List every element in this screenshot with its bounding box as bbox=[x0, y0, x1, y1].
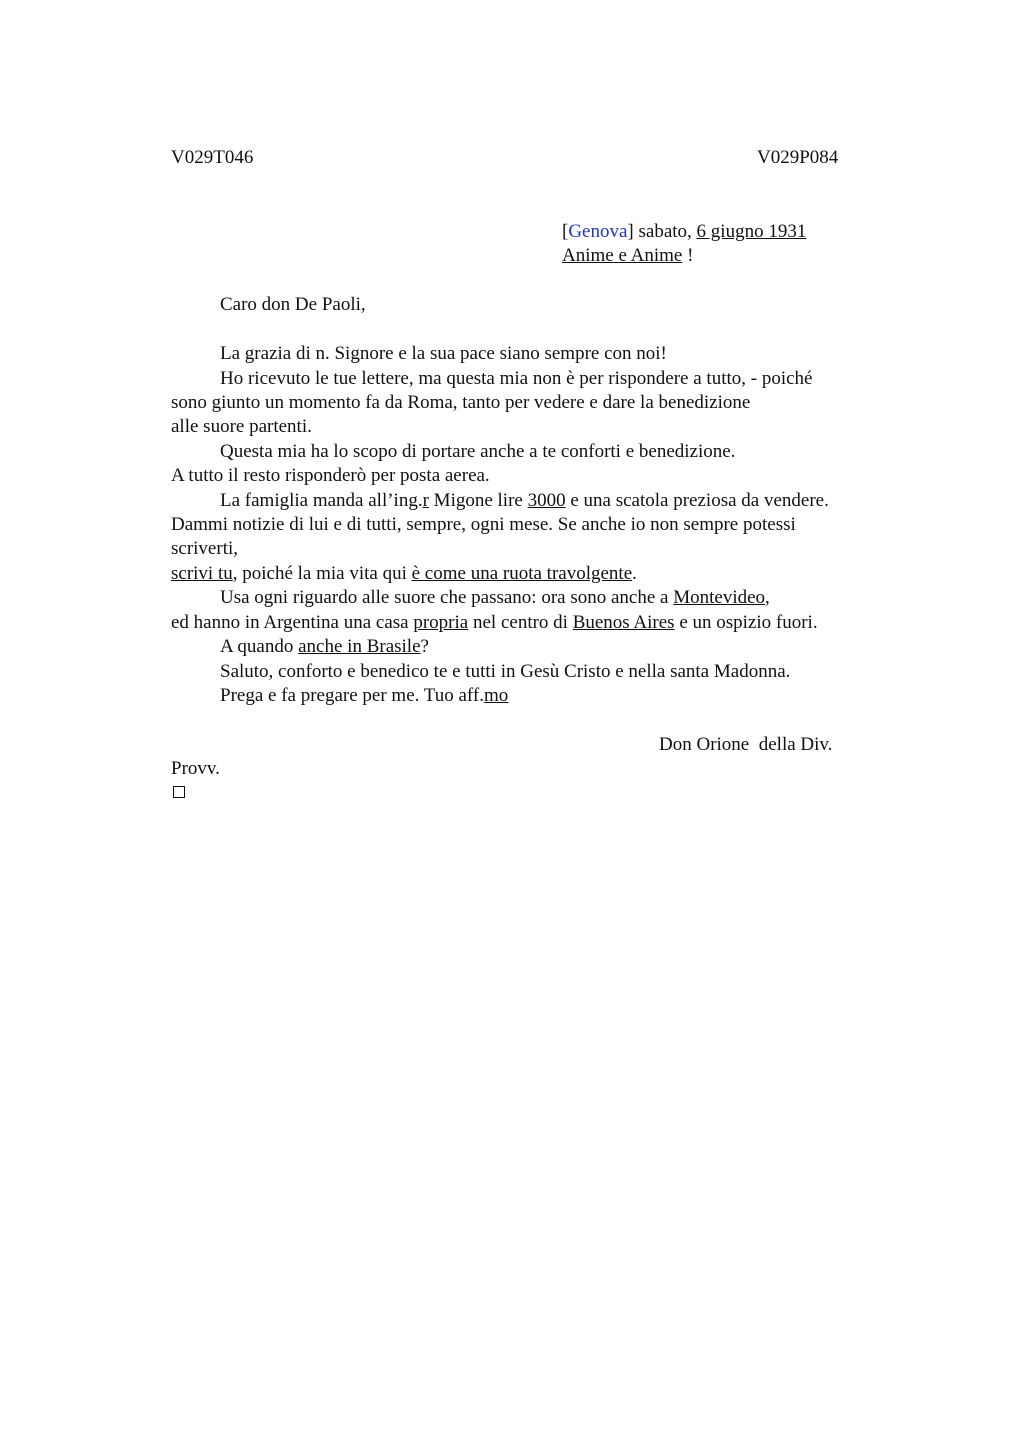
text-run: ? bbox=[420, 636, 429, 657]
underlined-phrase: propria bbox=[413, 612, 469, 633]
amount: 3000 bbox=[527, 490, 566, 511]
motto-suffix: ! bbox=[682, 245, 694, 266]
body-line: scriverti, bbox=[171, 538, 239, 559]
body-line bbox=[220, 586, 770, 610]
body-line: Questa mia ha lo scopo di portare anche a te conforti e benedizione. bbox=[220, 441, 736, 462]
body-line: Dammi notizie di lui e di tutti, sempre, ogni mese. Se anche io non sempre potessi bbox=[171, 514, 796, 535]
superscript-abbrev: mo bbox=[483, 685, 509, 706]
text-run: , bbox=[765, 587, 770, 608]
place-name: Montevideo bbox=[673, 587, 766, 608]
body-line: sono giunto un momento fa da Roma, tanto per vedere e dare la benedizione bbox=[171, 392, 751, 413]
signature: Don Orione della Div. bbox=[659, 734, 833, 755]
end-marker-box-icon bbox=[173, 786, 185, 798]
body-line: Ho ricevuto le tue lettere, ma questa mia non è per rispondere a tutto, - poiché bbox=[220, 368, 813, 389]
city-name: Genova bbox=[568, 221, 628, 242]
underlined-phrase: anche in Brasile bbox=[298, 636, 421, 657]
text-run: Prega e fa pregare per me. Tuo aff. bbox=[220, 685, 484, 706]
text-run: ed hanno in Argentina una casa bbox=[171, 612, 414, 633]
bracket-close: ] bbox=[627, 221, 634, 242]
document-code-right: V029P084 bbox=[757, 147, 839, 168]
motto-line bbox=[562, 244, 693, 268]
body-line: alle suore partenti. bbox=[171, 416, 312, 437]
text-run: Migone lire bbox=[428, 490, 528, 511]
dateline bbox=[562, 220, 806, 244]
body-line bbox=[171, 562, 637, 586]
text-run: , poiché la mia vita qui bbox=[232, 563, 412, 584]
text-run: nel centro di bbox=[468, 612, 573, 633]
salutation: Caro don De Paoli, bbox=[220, 294, 366, 315]
letter-date: 6 giugno 1931 bbox=[696, 221, 807, 242]
text-run: . bbox=[632, 563, 637, 584]
body-line bbox=[220, 684, 508, 708]
body-line bbox=[171, 611, 818, 635]
text-run: A quando bbox=[220, 636, 299, 657]
text-run: e una scatola preziosa da vendere. bbox=[565, 490, 829, 511]
motto: Anime e Anime bbox=[562, 245, 683, 266]
body-line: La grazia di n. Signore e la sua pace siano sempre con noi! bbox=[220, 343, 667, 364]
body-line bbox=[220, 489, 829, 513]
body-line bbox=[220, 635, 429, 659]
document-code-left: V029T046 bbox=[171, 147, 254, 168]
body-line: Saluto, conforto e benedico te e tutti in Gesù Cristo e nella santa Madonna. bbox=[220, 661, 791, 682]
text-run: e un ospizio fuori. bbox=[674, 612, 818, 633]
text-run: La famiglia manda all’ing. bbox=[220, 490, 423, 511]
body-line: A tutto il resto risponderò per posta aerea. bbox=[171, 465, 490, 486]
signature-continuation: Provv. bbox=[171, 758, 220, 779]
text-run: Usa ogni riguardo alle suore che passano: ora sono anche a bbox=[220, 587, 674, 608]
underlined-phrase: scrivi tu bbox=[171, 563, 233, 584]
bracket-open: [ bbox=[562, 221, 569, 242]
superscript-abbrev: r bbox=[422, 490, 429, 511]
weekday: sabato, bbox=[633, 221, 697, 242]
underlined-phrase: è come una ruota travolgente bbox=[411, 563, 633, 584]
place-name: Buenos Aires bbox=[572, 612, 675, 633]
